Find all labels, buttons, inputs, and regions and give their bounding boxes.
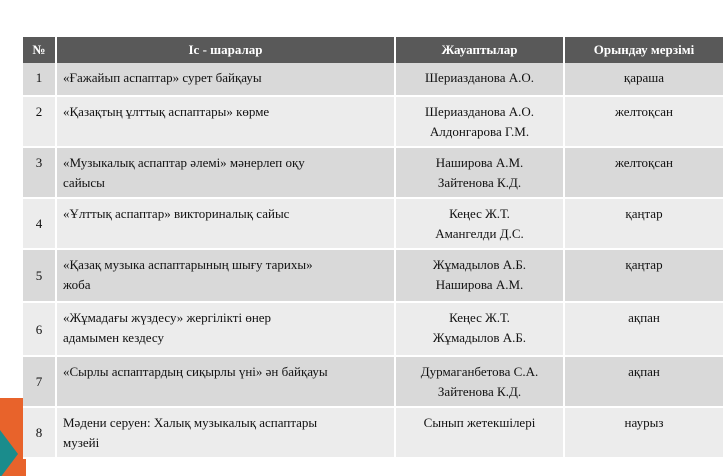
row-number: 2 [23,96,56,147]
responsible-cell [395,407,564,458]
activity-text: «Ұлттық аспаптар» викториналық сайыс [63,206,290,221]
activity-text: «Жұмадағы жүздесу» жергілікті өнер [63,310,272,325]
responsible-name: Амангелди Д.С. [435,226,524,241]
deadline-cell: желтоқсан [564,147,723,198]
responsible-name: Шериазданова А.О. [424,70,535,85]
activity-cell [56,407,395,458]
row-number: 1 [23,63,56,96]
responsible-name: Наширова А.М. [435,277,524,292]
teal-corner-decoration [0,430,18,476]
responsible-name: Дурмаганбетова С.А. [420,364,539,379]
responsible-name: Алдонгарова Г.М. [429,124,530,139]
row-number: 6 [23,302,56,356]
responsible-name: Зайтенова К.Д. [437,384,522,399]
responsible-name: Шериазданова А.О. [424,104,535,119]
activity-text: жоба [63,277,91,292]
header-num: № [23,37,56,63]
table-row [23,407,723,458]
header-deadline: Орындау мерзімі [564,37,723,63]
deadline-cell: желтоқсан [564,96,723,147]
responsible-name: Кеңес Ж.Т. [449,206,510,221]
responsible-name: Жұмадылов А.Б. [432,257,527,272]
responsible-cell [395,96,564,147]
activity-text: Мәдени серуен: Халық музыкалық аспаптары [63,415,318,430]
responsible-name: Зайтенова К.Д. [437,175,522,190]
activity-text: сайысы [63,175,105,190]
activity-cell [56,356,395,407]
activity-cell [56,147,395,198]
table-row [23,63,723,96]
activity-cell [56,198,395,249]
responsible-cell [395,249,564,302]
table-row [23,198,723,249]
table-row [23,302,723,356]
activity-text: «Сырлы аспаптардың сиқырлы үні» ән байқауы [63,364,328,379]
responsible-cell [395,302,564,356]
deadline-cell: ақпан [564,302,723,356]
header-activity: Іс - шаралар [56,37,395,63]
responsible-name: Сынып жетекшілері [423,415,536,430]
deadline-cell: қаңтар [564,198,723,249]
activity-cell [56,302,395,356]
activity-text: «Ғажайып аспаптар» сурет байқауы [63,70,262,85]
header-responsible: Жауаптылар [395,37,564,63]
activity-cell [56,249,395,302]
activity-text: «Музыкалық аспаптар әлемі» мәнерлеп оқу [63,155,305,170]
table-header-row [23,37,723,63]
deadline-cell: наурыз [564,407,723,458]
responsible-name: Жұмадылов А.Б. [432,330,527,345]
activity-text: «Қазақтың ұлттық аспаптары» көрме [63,104,270,119]
activities-table [23,37,723,459]
responsible-cell [395,63,564,96]
responsible-name: Наширова А.М. [435,155,524,170]
table-row [23,96,723,147]
activity-text: адамымен кездесу [63,330,164,345]
deadline-cell: ақпан [564,356,723,407]
responsible-cell [395,356,564,407]
row-number: 4 [23,198,56,249]
activity-text: музейі [63,435,100,450]
row-number: 5 [23,249,56,302]
row-number: 8 [23,407,56,458]
activity-text: «Қазақ музыка аспаптарының шығу тарихы» [63,257,313,272]
responsible-name: Кеңес Ж.Т. [449,310,510,325]
table-row [23,147,723,198]
table-row [23,356,723,407]
activity-cell [56,63,395,96]
deadline-cell: қараша [564,63,723,96]
activity-cell [56,96,395,147]
responsible-cell [395,147,564,198]
row-number: 7 [23,356,56,407]
deadline-cell: қаңтар [564,249,723,302]
responsible-cell [395,198,564,249]
table-row [23,249,723,302]
row-number: 3 [23,147,56,198]
